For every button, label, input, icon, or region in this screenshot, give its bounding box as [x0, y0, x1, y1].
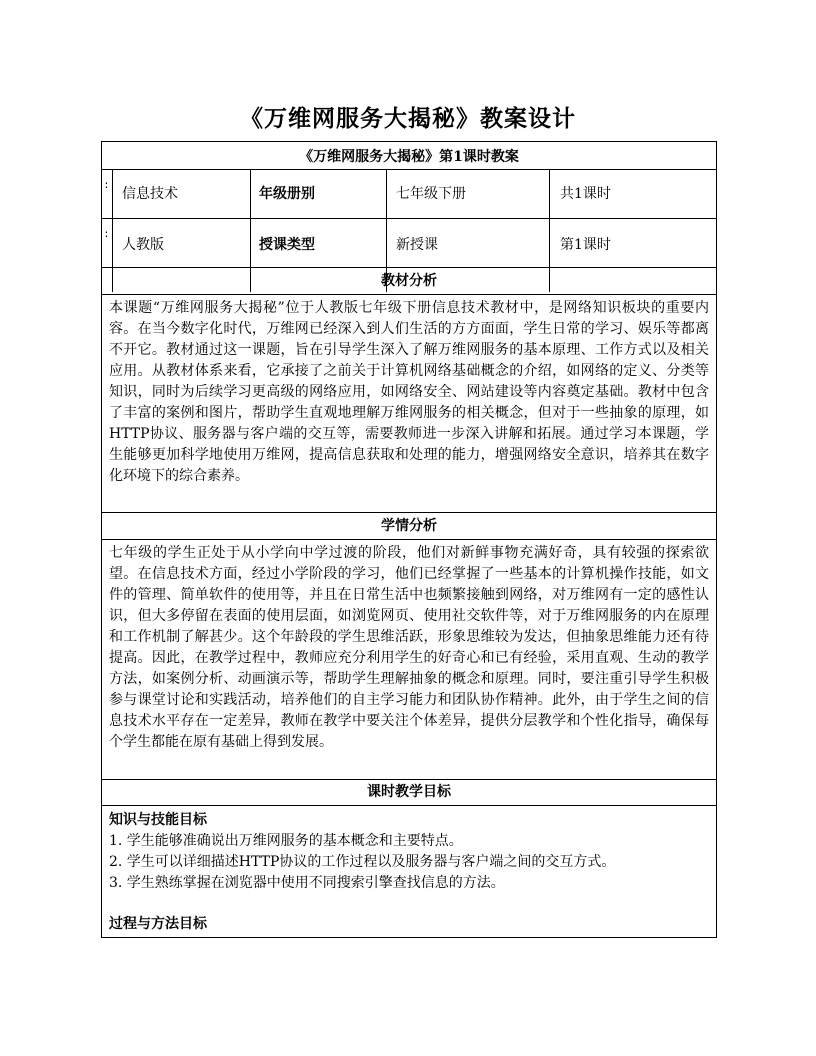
lesson-type-value: 新授课 [396, 237, 438, 253]
lesson-plan-table [101, 141, 717, 938]
student-analysis-heading: 学情分析 [381, 518, 437, 534]
divider [102, 779, 716, 780]
cropped-label-fragment: ∶ [105, 179, 108, 192]
student-analysis-text: 七年级的学生正处于从小学向中学过渡的阶段，他们对新鲜事物充满好奇，具有较强的探索欲望。在信息技术方面，经过小学阶段的学习，他们已经掌握了一些基本的计算机操作技能，如文件的管理、简单软件的使用等，并且在日常生活中也频繁接触到网络，对万维网有一定的感性认识，但大多停留在表面的使用层面，如浏览网页、使用社交软件等，对于万维网服务的内在原理和工作机制了解甚少。这个年龄段的学生思维活跃，形象思维较为发达，但抽象思维能力还有待提高。因此，在教学过程中，教师应充分利用学生的好奇心和已有经验，采用直观、生动的教学方法，如案例分析、动画演示等，帮助学生理解抽象的概念和原理。同时，要注重引导学生积极参与课堂讨论和实践活动，培养他们的自主学习能力和团队协作精神。此外，由于学生之间的信息技术水平存在一定差异，教师在教学中要关注个体差异，提供分层教学和个性化指导，确保每个学生都能在原有基础上得到发展。 [109, 545, 709, 750]
divider [102, 805, 716, 806]
divider [102, 294, 716, 295]
knowledge-skill-heading: 知识与技能目标 [109, 812, 207, 828]
objective-item-1: 1. 学生能够准确说出万维网服务的基本概念和主要特点。 [109, 833, 463, 849]
objective-item-2: 2. 学生可以详细描述HTTP协议的工作过程以及服务器与客户端之间的交互方式。 [109, 854, 616, 870]
grade-label: 年级册别 [259, 186, 315, 202]
document-title: 《万维网服务大揭秘》教案设计 [240, 105, 576, 132]
process-method-heading: 过程与方法目标 [109, 916, 207, 932]
period-value: 第1课时 [560, 237, 611, 253]
lesson-type-label: 授课类型 [259, 237, 315, 253]
objective-item-3: 3. 学生熟练掌握在浏览器中使用不同搜索引擎查找信息的方法。 [109, 875, 505, 891]
lesson-header: 《万维网服务大揭秘》第1课时教案 [299, 149, 519, 165]
total-periods-value: 共1课时 [560, 186, 611, 202]
material-analysis-heading: 教材分析 [381, 273, 437, 289]
objectives-heading: 课时教学目标 [367, 784, 451, 800]
divider [102, 539, 716, 540]
cropped-label-fragment: ∶ [105, 228, 108, 241]
divider [102, 267, 716, 268]
publisher-value: 人教版 [122, 237, 164, 253]
divider [102, 169, 716, 170]
grade-value: 七年级下册 [396, 186, 466, 202]
divider [102, 218, 716, 219]
divider [102, 512, 716, 513]
material-analysis-text: 本课题“万维网服务大揭秘”位于人教版七年级下册信息技术教材中，是网络知识板块的重要内容。在当今数字化时代，万维网已经深入到人们生活的方方面面，学生日常的学习、娱乐等都离不开它。教材通过这一课题，旨在引导学生深入了解万维网服务的基本原理、工作方式以及相关应用。从教材体系来看，它承接了之前关于计算机网络基础概念的介绍，如网络的定义、分类等知识，同时为后续学习更高级的网络应用，如网络安全、网站建设等内容奠定基础。教材中包含了丰富的案例和图片，帮助学生直观地理解万维网服务的相关概念，但对于一些抽象的原理，如HTTP协议、服务器与客户端的交互等，需要教师进一步深入讲解和拓展。通过学习本课题，学生能够更加科学地使用万维网，提高信息获取和处理的能力，增强网络安全意识，培养其在数字化环境下的综合素养。 [109, 300, 709, 484]
subject-value: 信息技术 [122, 186, 178, 202]
